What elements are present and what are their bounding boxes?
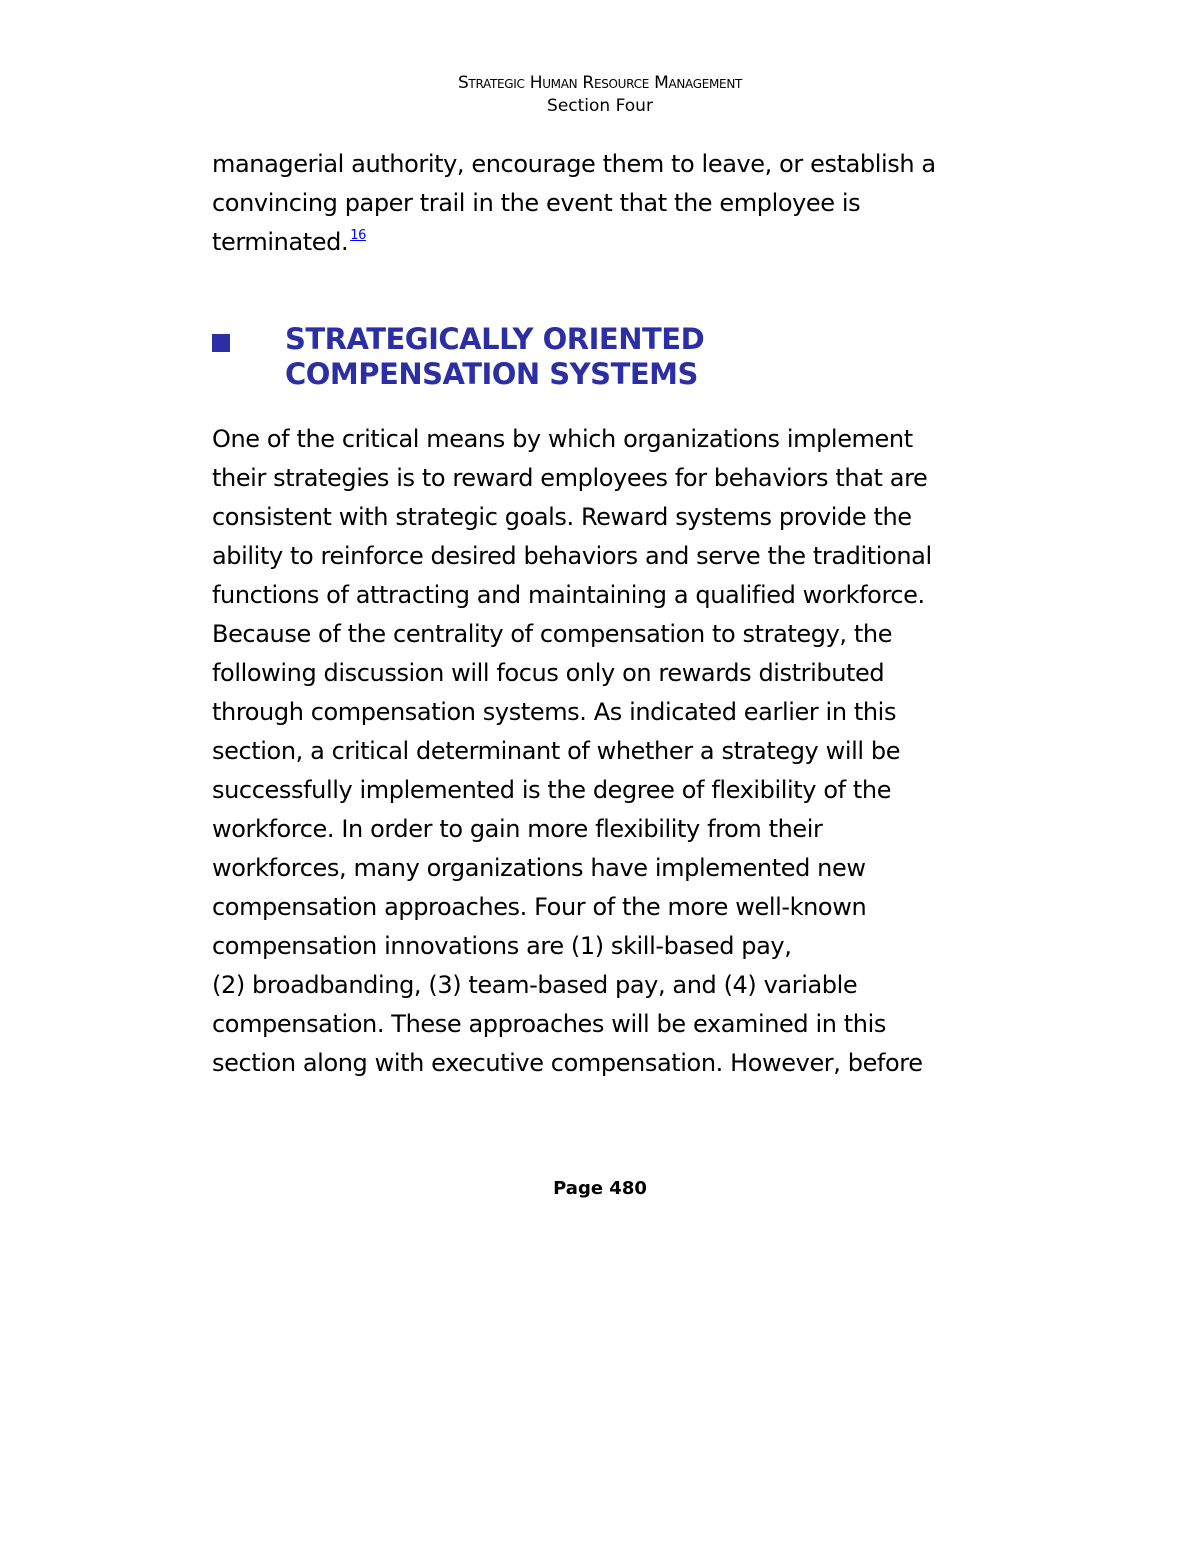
square-bullet-icon [212,334,230,352]
paragraph-line: through compensation systems. As indicated earlier in this [212,698,897,726]
heading-line: STRATEGICALLY ORIENTED [285,322,705,356]
heading-line: COMPENSATION SYSTEMS [285,357,698,391]
paragraph-line: workforces, many organizations have implemented new [212,854,866,882]
paragraph-line: consistent with strategic goals. Reward systems provide the [212,503,912,531]
paragraph-line: ability to reinforce desired behaviors and serve the traditional [212,542,932,570]
paragraph-line [212,223,1002,262]
running-header [0,72,1200,118]
paragraph-line: following discussion will focus only on rewards distributed [212,659,885,687]
paragraph-line: convincing paper trail in the event that the employee is [212,189,861,217]
footnote-link[interactable]: 16 [350,228,366,243]
header-title: Strategic Human Resource Management [457,73,743,93]
paragraph-line: (2) broadbanding, (3) team-based pay, and (4) variable [212,971,858,999]
paragraph-line: successfully implemented is the degree of flexibility of the [212,776,892,804]
body-paragraph [212,420,1002,1083]
paragraph-line: compensation approaches. Four of the more well-known [212,893,867,921]
paragraph-line: workforce. In order to gain more flexibility from their [212,815,823,843]
header-subtitle: Section Four [547,96,653,116]
paragraph-line-text: terminated. [212,228,349,256]
continuation-paragraph [212,145,1002,262]
paragraph-line: Because of the centrality of compensation to strategy, the [212,620,893,648]
paragraph-line: managerial authority, encourage them to leave, or establish a [212,150,936,178]
paragraph-line: section, a critical determinant of whether a strategy will be [212,737,901,765]
paragraph-line: their strategies is to reward employees for behaviors that are [212,464,928,492]
paragraph-line: compensation. These approaches will be examined in this [212,1010,886,1038]
paragraph-line: One of the critical means by which organizations implement [212,425,913,453]
paragraph-line: functions of attracting and maintaining a qualified workforce. [212,581,925,609]
page-number: Page 480 [553,1178,647,1199]
section-heading-text [285,322,704,392]
paragraph-line: section along with executive compensation. However, before [212,1049,923,1077]
paragraph-line: compensation innovations are (1) skill-based pay, [212,932,792,960]
